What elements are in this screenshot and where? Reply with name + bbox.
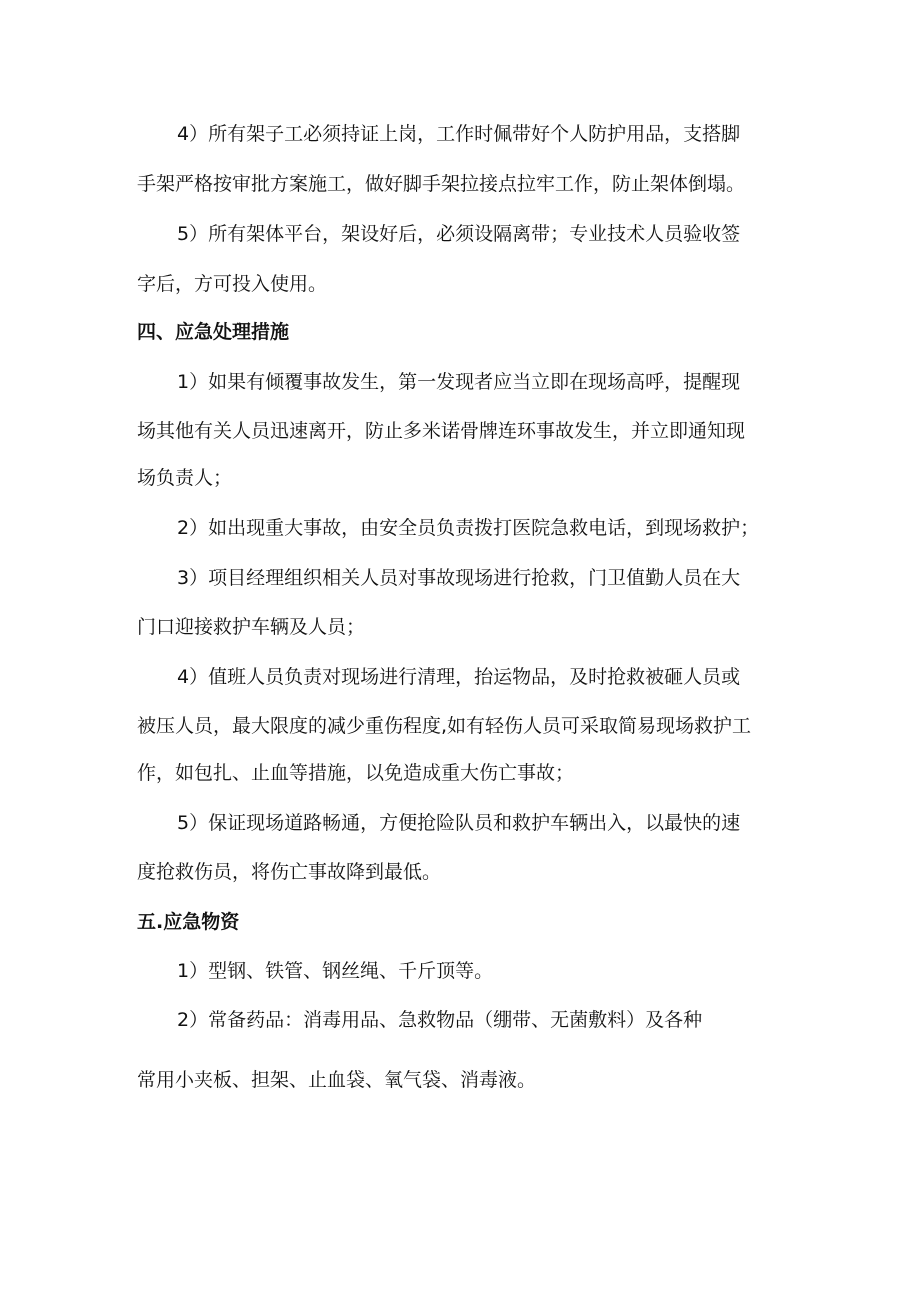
paragraph-line: 4）所有架子工必须持证上岗，工作时佩带好个人防护用品，支搭脚 [177,123,741,145]
paragraph-line: 5）所有架体平台，架设好后，必须设隔离带；专业技术人员验收签 [177,223,741,245]
paragraph-line: 门口迎接救护车辆及人员； [137,616,366,638]
paragraph-line: 场负责人； [137,467,233,489]
paragraph-line: 2）如出现重大事故，由安全员负责拨打医院急救电话，到现场救护； [177,517,760,539]
section-heading: 四、应急处理措施 [137,321,290,343]
paragraph-line: 常用小夹板、担架、止血袋、氧气袋、消毒液。 [137,1069,537,1091]
paragraph-line: 被压人员，最大限度的减少重伤程度,如有轻伤人员可采取简易现场救护工 [137,715,752,737]
paragraph-line: 手架严格按审批方案施工，做好脚手架拉接点拉牢工作，防止架体倒塌。 [137,173,746,195]
paragraph-line: 1）如果有倾覆事故发生，第一发现者应当立即在现场高呼，提醒现 [177,371,741,393]
paragraph-line: 作，如包扎、止血等措施，以免造成重大伤亡事故； [137,762,575,784]
paragraph-line: 5）保证现场道路畅通，方便抢险队员和救护车辆出入，以最快的速 [177,812,741,834]
paragraph-line: 1）型钢、铁管、钢丝绳、千斤顶等。 [177,960,494,982]
paragraph-line: 度抢救伤员，将伤亡事故降到最低。 [137,861,442,883]
paragraph-line: 2）常备药品：消毒用品、急救物品（绷带、无菌敷料）及各种 [177,1009,703,1031]
section-heading: 五.应急物资 [137,911,240,933]
paragraph-line: 4）值班人员负责对现场进行清理，抬运物品，及时抢救被砸人员或 [177,666,741,688]
paragraph-line: 字后，方可投入使用。 [137,273,328,295]
paragraph-line: 场其他有关人员迅速离开，防止多米诺骨牌连环事故发生，并立即通知现 [137,420,746,442]
paragraph-line: 3）项目经理组织相关人员对事故现场进行抢救，门卫值勤人员在大 [177,567,741,589]
